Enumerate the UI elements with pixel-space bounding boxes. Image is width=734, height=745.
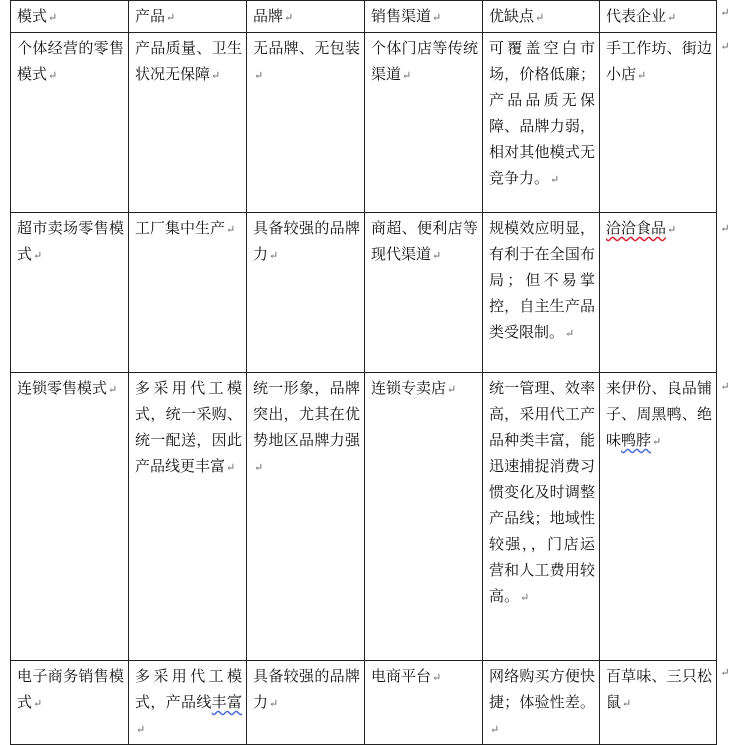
- paragraph-mark-icon: ↵: [269, 249, 279, 262]
- paragraph-mark-icon: ↵: [490, 723, 500, 736]
- paragraph-mark-icon: ↵: [402, 69, 412, 82]
- row-end-mark-icon: ↵: [720, 6, 730, 19]
- paragraph-mark-icon: ↵: [254, 69, 264, 82]
- table-row: [11, 661, 717, 745]
- paragraph-mark-icon: ↵: [254, 461, 264, 474]
- row-end-mark-icon: ↵: [720, 40, 730, 53]
- retail-mode-table: [10, 0, 717, 745]
- cell-pros-cons: 网络购买方便快捷；体验性差。↵: [483, 661, 600, 745]
- paragraph-mark-icon: ↵: [432, 11, 442, 24]
- paragraph-mark-icon: ↵: [136, 723, 146, 736]
- cell-channel: 连锁专卖店↵: [365, 373, 483, 661]
- paragraph-mark-icon: ↵: [269, 697, 279, 710]
- header-cell-product: 产品↵: [129, 1, 247, 33]
- cell-brand: 统一形象，品牌突出，尤其在优势地区品牌力强↵: [247, 373, 365, 661]
- row-end-mark-icon: ↵: [720, 222, 730, 235]
- paragraph-mark-icon: ↵: [520, 591, 530, 604]
- cell-pros-cons: 规模效应明显，有利于在全国布局；但不易掌控，自主生产品类受限制。↵: [483, 213, 600, 373]
- table-row: [11, 373, 717, 661]
- header-cell-mode: 模式↵: [11, 1, 129, 33]
- paragraph-mark-icon: ↵: [48, 69, 58, 82]
- row-end-mark-icon: ↵: [720, 666, 730, 679]
- header-cell-channel: 销售渠道↵: [365, 1, 483, 33]
- cell-product: 产品质量、卫生状况无保障↵: [129, 33, 247, 213]
- cell-channel: 商超、便利店等现代渠道↵: [365, 213, 483, 373]
- cell-channel: 个体门店等传统渠道↵: [365, 33, 483, 213]
- cell-pros-cons: 可覆盖空白市场，价格低廉；产品品质无保障、品牌力弱，相对其他模式无竞争力。↵: [483, 33, 600, 213]
- cell-product: 多采用代工模式，统一采购、统一配送，因此产品线更丰富↵: [129, 373, 247, 661]
- cell-enterprises: 来伊份、良品铺子、周黑鸭、绝味鸭脖↵: [600, 373, 717, 661]
- cell-mode: 个体经营的零售模式↵: [11, 33, 129, 213]
- table-row: [11, 33, 717, 213]
- paragraph-mark-icon: ↵: [284, 11, 294, 24]
- cell-enterprises: 洽洽食品↵: [600, 213, 717, 373]
- paragraph-mark-icon: ↵: [226, 223, 236, 236]
- cell-channel: 电商平台↵: [365, 661, 483, 745]
- cell-brand: 具备较强的品牌力↵: [247, 213, 365, 373]
- paragraph-mark-icon: ↵: [226, 461, 236, 474]
- paragraph-mark-icon: ↵: [667, 11, 677, 24]
- table-header-row: [11, 1, 717, 33]
- paragraph-mark-icon: ↵: [48, 11, 58, 24]
- header-cell-enterprises: 代表企业↵: [600, 1, 717, 33]
- paragraph-mark-icon: ↵: [637, 69, 647, 82]
- paragraph-mark-icon: ↵: [652, 435, 662, 448]
- cell-product: 工厂集中生产↵: [129, 213, 247, 373]
- cell-enterprises: 手工作坊、街边小店↵: [600, 33, 717, 213]
- cell-mode: 连锁零售模式↵: [11, 373, 129, 661]
- paragraph-mark-icon: ↵: [33, 249, 43, 262]
- cell-enterprises: 百草味、三只松鼠↵: [600, 661, 717, 745]
- cell-pros-cons: 统一管理、效率高，采用代工产品种类丰富，能迅速捕捉消费习惯变化及时调整产品线；地域性较强，，门店运营和人工费用较高。↵: [483, 373, 600, 661]
- paragraph-mark-icon: ↵: [622, 697, 632, 710]
- cell-mode: 电子商务销售模式↵: [11, 661, 129, 745]
- paragraph-mark-icon: ↵: [432, 671, 442, 684]
- cell-brand: 具备较强的品牌力↵: [247, 661, 365, 745]
- paragraph-mark-icon: ↵: [432, 249, 442, 262]
- paragraph-mark-icon: ↵: [33, 697, 43, 710]
- table-row: [11, 213, 717, 373]
- paragraph-mark-icon: ↵: [667, 223, 677, 236]
- header-cell-pros-cons: 优缺点↵: [483, 1, 600, 33]
- paragraph-mark-icon: ↵: [166, 11, 176, 24]
- cell-product: 多采用代工模式，产品线丰富↵: [129, 661, 247, 745]
- paragraph-mark-icon: ↵: [447, 383, 457, 396]
- paragraph-mark-icon: ↵: [211, 69, 221, 82]
- paragraph-mark-icon: ↵: [550, 173, 560, 186]
- paragraph-mark-icon: ↵: [108, 383, 118, 396]
- cell-brand: 无品牌、无包装↵: [247, 33, 365, 213]
- header-cell-brand: 品牌↵: [247, 1, 365, 33]
- paragraph-mark-icon: ↵: [565, 327, 575, 340]
- row-end-mark-icon: ↵: [720, 380, 730, 393]
- paragraph-mark-icon: ↵: [535, 11, 545, 24]
- cell-mode: 超市卖场零售模式↵: [11, 213, 129, 373]
